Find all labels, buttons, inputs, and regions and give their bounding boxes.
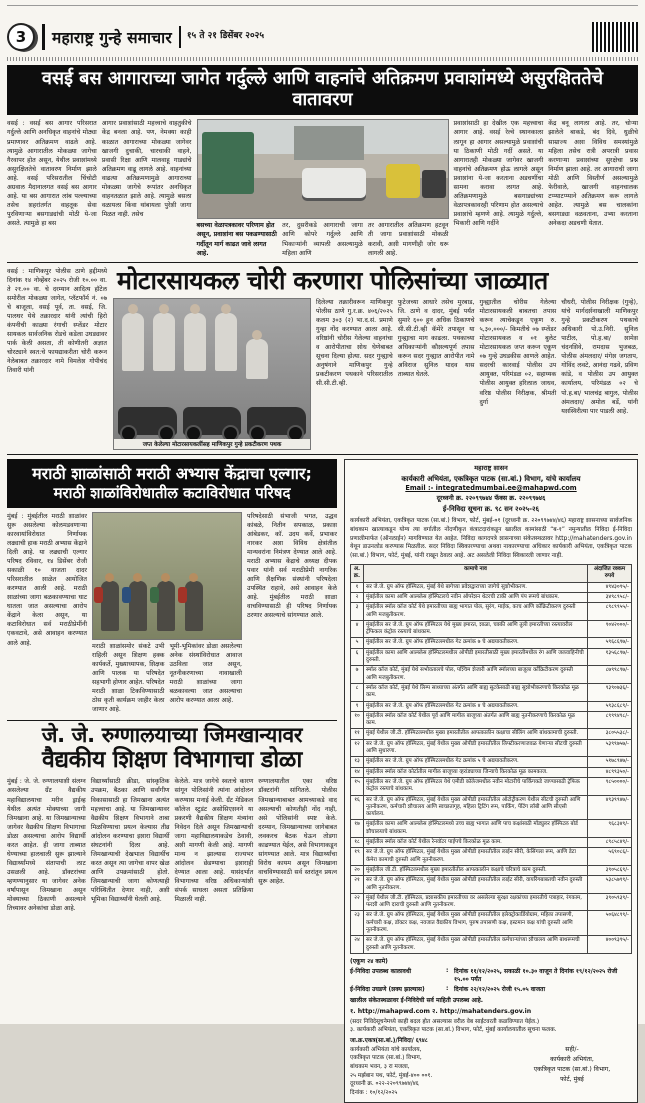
article1-photo-caption: बसच्या वेळापत्रकावर परिणाम होत असून, प्रवाशांना बस पकडण्यासाठी गर्दीतून मार्ग काढत जावे लागत आहे. — [196, 222, 277, 257]
work-amount: ५६९०८६/- — [588, 848, 632, 866]
work-amount: ३४९८९५८/- — [588, 593, 632, 603]
article-2 — [7, 267, 638, 450]
work-number: १२ — [351, 739, 364, 757]
work-amount: ३९०५९३९/- — [588, 893, 632, 911]
work-number: ८ — [351, 683, 364, 701]
address-line: जा.क्र.एकत्र(सा.बां.)/निविदा/ ६९४८ — [350, 1037, 428, 1044]
work-description: सर जे.जे. ग्रुप ऑफ हॉस्पिटल, मुंबई येथील मुख्य ओपीडी इमारतीतील कर्मचाऱ्यांच्या शौचालय आणि बाथरूमची दुरुस्ती आणि नूतनीकरण. — [364, 936, 588, 954]
work-description: मुंबईतील कामा आणि आल्ब्लेस हॉस्पिटलमधील ओपीडी इमारतीसाठी मुख्य इमारतीमधील रंग आणि जलवाहिनीची दुरुस्ती. — [364, 648, 588, 666]
work-amount: ८९९९४९८/- — [588, 711, 632, 729]
table-row — [351, 777, 632, 795]
article3-below-column-1: मराठी शाळांसमोर संकटे उभी राहिली असून शिक्षण हक्क कार्यकर्ते, मुख्याध्यापक, शिक्षक आणि पालक या परिषदेत सहभागी होणार आहेत. परिषदेत मराठी शाळा टिकविण्यासाठी ठोस कृती कार्यक्रम जाहीर केला जाणार आहे. — [92, 642, 165, 714]
article2-left-column: वसई : माणिकपुर पोलीस ठाणे हद्दीमध्ये दिनांक १४ नोव्हेंबर २०२५ रोजी १०.०० वा. ते २१.०० वा. चे दरम्यान आदित्य हॉटेल समोरील मोकळ्या जागेत, प्लॅटफॉर्म नं. ०७ चे बाजूला, वसई पूर्व, ता. वसई, जि. पालघर येथे तक्रारदार यांनी त्यांची हिरो कंपनीची काळ्या रंगाची स्प्लेंडर मोटार सायकल सार्वजनिक रोडचे कडेला उघड्यावर पार्क केली असता, ती कोणीतरी अज्ञात चोरट्याने स्वत:चे फायद्याकरीता चोरी करून नेलेबाबत तक्रारदार नामे विमलेश गोपीचंद तिवारी यांनी — [7, 267, 107, 375]
top-rule — [7, 5, 638, 6]
work-description: सर जे.जे. ग्रुप ऑफ हॉस्पिटल, मुंबई येथील मुख्य ओपीडी इमारतीतील लिफ्टीकरणाजवळ येणाऱ्या सीटची दुरुस्ती आणि सुधारणा. — [364, 739, 588, 757]
work-description: मुंबईतील सर जे.जे. ग्रुप ऑफ हॉस्पिटलमधील गेट क्रमांक ४ चे अद्ययावतीकरण. — [364, 701, 588, 711]
article3-headline — [7, 459, 337, 508]
work-amount: ८९८५८४९/- — [588, 838, 632, 848]
barcode — [592, 22, 638, 52]
notice-board-note: ३. कार्यकारी अभियंता, एकत्रिकृत पाटक (सा.बां.) विभाग, फोर्ट, मुंबई कार्यालयातील सूचना फलक. — [350, 1026, 557, 1033]
address-line: कार्यकारी अभियंता यांचे कार्यालय, — [350, 1046, 422, 1053]
table-row — [351, 701, 632, 711]
work-amount: ४९४३०९५/- — [588, 582, 632, 592]
table-row — [351, 711, 632, 729]
work-description: सर जे.जे. ग्रुप ऑफ हॉस्पिटल, मुंबई येथील मुख्य ओपीडी इमारतीतील लाईट सीरी, वायरिंगबाबतची नवीन दुरुस्ती आणि नूतनीकरण. — [364, 876, 588, 894]
notice-info-line: खालील संकेतस्थळावर ई-निविदेची सर्व माहिती उपलब्ध आहे. — [350, 996, 484, 1004]
notice-office-title: कार्यकारी अभियंता, एकत्रिकृत पाटक (सा.बां.) विभाग, यांचे कार्यालय — [401, 474, 581, 483]
article2-column-4: चौधरी, पोलीस निरीक्षक (गुन्हे), यांचे मार्गदर्शनाखाली माणिकपुर गुन्हे प्रकटीकरण पथकाचे अधिकारी पो.उ.निरी. सुनिल पाटील, पो.ह.बा/ शामेश चंदनशिवे, रामदास भुजबळ, पोलीस अंमलदार/ मंगेश जगताप, गोविंद लवटे, आनंदा गढवे, प्रविण कांडे, व पोलीस उप आयुक्त कार्यालय, परिमंडळ ०२ चे पो.ह.बा/ भालचंद्र बागुल, पोलीस अंमलदार/ अमोल बर्डे, यांनी यशस्विरीत्या पार पाडली आहे. — [561, 298, 638, 415]
address-line: बांधकाम भवन, ३ रा मजला, — [350, 1063, 410, 1070]
address-line: २५ मर्झबान पथ, फोर्ट, मुंबई-४०० ००१. — [350, 1072, 433, 1079]
work-number: ४ — [351, 620, 364, 638]
article1-photo — [197, 119, 449, 219]
page-header — [7, 20, 638, 54]
work-description: मुंबईतील कामा आणि आल्ब्लेस हॉस्पिटलचे नवीन ऑपरेशन थेटरची टाकी आणि पंप रूमचे बांधकाम. — [364, 593, 588, 603]
tender-notice — [344, 459, 638, 1103]
article3-right-column: परिषदेसाठी संभाजी भगत, उद्धव कांबळे, नितीन सपकाळ, प्रकाश आंबेडकर, कॉ. उदय कर्वे, प्रभाकर नारकर अशा विविध क्षेत्रांतील मान्यवरांना निमंत्रण देण्यात आले आहे. मराठी अभ्यास केंद्राचे अध्यक्ष दीपक पवार यांनी सर्व मराठीप्रेमी नागरिक आणि शैक्षणिक संस्थांनी परिषदेला उपस्थित राहावे, असे आवाहन केले आहे. मुंबईतील मराठी शाळा वाचविण्यासाठी ही परिषद निर्णायक ठरणार असल्याचे सांगण्यात आले. — [247, 512, 337, 620]
article4-headline-line2: वैद्यकीय शिक्षण विभागाचा डोळा — [41, 746, 303, 773]
issue-date: १५ ते २१ डिसेंबर २०२५ — [179, 26, 264, 48]
table-header-cell: अ. क्र. — [351, 565, 364, 583]
work-description: स्मॉल कॉज कोर्ट, मुंबई येथे सभोवतालचे पोल, पश्चिम शेजारी आणि स्मॉलच्या बाजूला काँक्रिटीकरण दुरुस्ती आणि मजबुतीकरण. — [364, 666, 588, 684]
table-row — [351, 757, 632, 767]
work-description: मुंबईतील स्मॉल कॉज कोर्टातील मागील बाजूच्या व्हरांड्याच्या जिन्याचे किरकोळ मूळ कामकाज. — [364, 767, 588, 777]
work-amount: ५३८५७९९/- — [588, 876, 632, 894]
work-amount: ५०६४८९९/- — [588, 911, 632, 936]
work-amount: ८९८९९५५/- — [588, 603, 632, 621]
work-number: १४ — [351, 767, 364, 777]
notice-change-note: (सदर निविदेसूचनेमध्ये काही बदल होत असल्यास वरील वेब साईटवरती कळविण्यात येईल.) — [350, 1018, 540, 1025]
notice-total-works: (एकूण २४ कामे) — [350, 957, 388, 965]
article4-column-4: रुग्णालयातील एका वरिष्ठ डॉक्टरांनी सांगितले. पोलीस जिमखान्याबाबत आमच्याकडे वाद असल्याची कोणतीही नोंद नाही, असे पोलिसांनी स्पष्ट केले. दरम्यान, जिमखान्याच्या जागेबाबत लवकरच बैठक घेऊन तोडगा काढण्यात येईल, असे विभागाकडून सांगण्यात आले. मात्र विद्यार्थ्यांचा विरोध कायम असून जिमखाना वाचविण्यासाठी सर्व स्तरांतून प्रयत्न सुरू आहेत. — [258, 778, 337, 886]
tender-works-table — [350, 564, 632, 954]
work-amount: ४८९९३५०/- — [588, 767, 632, 777]
work-number: २३ — [351, 911, 364, 936]
notice-intro-paragraph: कार्यकारी अभियंता, एकत्रिकृत पाटक (सा.बां.) विभाग, फोर्ट, मुंबई-०१ (दूरध्वनी क्र. २२०९९७४४/४६) महाराष्ट्र शासनाच्या सार्वजनिक बांधकाम खात्याकडून योग्य त्या वर्गातील नोंदणीकृत कंत्राटदारांकडून खालील कामांसाठी “ब-१” नमुन्यातील निविदा ई-निविदा प्रणालीमार्फत (ऑनलाईन) मागविण्यात येत आहेत. निविदा कागदपत्रे शासनाच्या संकेतस्थळावर http://mahatenders.gov.in येथून डाउनलोड करण्यास मिळतील. सदर निविदा स्विकारण्याचा अथवा नाकारण्याचा अधिकार कार्यकारी अभियंता, एकत्रिकृत पाटक (सा.बां.) विभाग, फोर्ट, मुंबई, यांनी राखून ठेवला आहे. अट असलेली निविदा स्विकारली जाणार नाही. — [350, 517, 632, 560]
article1-mini-column-2: तर आगारातील अतिक्रमण हटवून ती जागा प्रवाशांसाठी मोकळी करावी, अशी मागणीही जोर धरू लागली आहे. — [367, 222, 449, 257]
work-description: सर जे.जे. ग्रुप ऑफ हॉस्पिटल, मुंबई येथील मुख्य ओपीडी इमारतीतील इलेक्ट्रोकार्डियोग्राम, महिला तपासणी, कर्मचारी कक्ष, डॉक्टर कक्ष, नवजात वैद्यकीय विभाग, पुरुष तपासणी कक्ष, इस्टमान कक्ष यांची दुरुस्ती आणि नूतनीकरण. — [364, 911, 588, 936]
work-number: २१ — [351, 876, 364, 894]
table-row — [351, 795, 632, 820]
work-number: ५ — [351, 638, 364, 648]
work-number: १० — [351, 711, 364, 729]
article4-headline — [7, 724, 337, 773]
work-number: ७ — [351, 666, 364, 684]
work-description: मुंबईतील स्मॉल कॉज कोर्ट येथील रेनवॉटर पाईपचे किरकोळ मूळ काम. — [364, 838, 588, 848]
article-3 — [7, 459, 337, 714]
address-line: दूरध्वनी क्र. ०२२-२२०९९७४४/४६ — [350, 1081, 419, 1088]
notice-government-title: महाराष्ट्र शासन — [474, 463, 508, 472]
work-amount: ९०४२०००/- — [588, 620, 632, 638]
table-row — [351, 911, 632, 936]
work-amount: ९८५००००/- — [588, 777, 632, 795]
work-description: मुंबईतील स्मॉल कॉज कोर्ट येथील पूर्व आणि मागील बाजूच्या अंतर्गत आणि बाह्य नूतनीकरणाचे किरकोळ मूळ काम. — [364, 711, 588, 729]
table-row — [351, 729, 632, 739]
table-header-cell: कामाचे नाव — [364, 565, 588, 583]
article2-headline: मोटारसायकल चोरी करणारा पोलिसांच्या जाळ्यात — [117, 265, 548, 295]
article2-column-2: फुटेजच्या आधारे तसेच मुरबाड, जि. ठाणे व दादर, मुंबई पर्यंत सुमारे ६०० हून अधिक ठिकाणचे सी.सी.टी.व्ही कॅमेरे तपासून या गुन्ह्याचा माग काढला. पथकाच्या अधिकाऱ्यांनी कौशल्यपूर्ण तपास करून सदर गुन्ह्यात आरोपीत नामे अविराज सुनिल यादव यास ताब्यात घेतले. — [397, 298, 475, 379]
work-number: २ — [351, 593, 364, 603]
table-row — [351, 666, 632, 684]
address-line: दिनांक : १०/१२/२०२५ — [350, 1090, 398, 1096]
work-amount: ५३९९७५७/- — [588, 739, 632, 757]
work-description: मुंबई येथील जी.टी. हॉस्पिटलमधील मुख्य इमारतीतील आपत्कालीन कक्षाचा सीलिंग आणि बांधकामाची दुरुस्ती. — [364, 729, 588, 739]
article3-photo — [92, 512, 242, 640]
article4-column-1: मुंबई : जे. जे. रुग्णालयाशी संलग्न असलेल्या ग्रँट वैद्यकीय महाविद्यालयाचा मरीन ड्राईव्ह येथील अत्यंत मोक्याच्या जागी जिमखाना आहे. या जिमखान्याच्या जागेवर वैद्यकीय शिक्षण विभागाचा डोळा असल्याचा आरोप विद्यार्थी करत आहेत. ही जागा ताब्यात घेण्याच्या हालचाली सुरू झाल्याने विद्यार्थ्यांमध्ये संतापाची लाट उसळली आहे. डॉक्टरांच्या म्हणण्यानुसार या जागेवर अनेक वर्षांपासून जिमखाना असून मोक्याच्या ठिकाणी असल्याने तिच्यावर अनेकांचा डोळा आहे. — [7, 778, 86, 913]
work-number: १ — [351, 582, 364, 592]
notice-tender-number: ई-निविदा सूचना क्र. ९८ सन २०२५-२६ — [442, 504, 540, 513]
schedule-row: ई-निविदा उघडणे (शक्य झाल्यास) : दिनांक २२/१२/२०२५ रोजी १५.०५ वाजता — [350, 984, 546, 993]
article1-headline: वसई बस आगाराच्या जागेत गर्दुल्ले आणि वाहनांचे अतिक्रमण प्रवाशांमध्ये असुरक्षिततेचे वातावरण — [7, 65, 638, 115]
work-amount: ३९०५८६९/- — [588, 865, 632, 875]
work-amount: ८७९९८९७/- — [588, 666, 632, 684]
table-header-cell: अंदाजित रक्कम रुपये — [588, 565, 632, 583]
table-row — [351, 848, 632, 866]
work-description: मुंबईतील स्मॉल कॉज कोर्ट येथे इमारतीच्या बाह्य भागात पोल, सुरंग, माईक, काच आणि काँक्रिटीकरण दुरुस्ती आणि मजबुतीकरण. — [364, 603, 588, 621]
work-number: १३ — [351, 757, 364, 767]
article4-column-2: विद्यार्थ्यांसाठी क्रीडा, सांस्कृतिक उपक्रम, बैठका आणि सर्वांगीण विकासासाठी हा जिमखाना अत्यंत महत्त्वाचा आहे. या जिमखान्यावर वैद्यकीय शिक्षण विभागाने ताबा मिळविण्याचा प्रयत्न केल्यास तीव्र आंदोलन करण्याचा इशारा विद्यार्थी संघटनांनी दिला आहे. जिमखान्याची देखभाल विद्यार्थीच करत असून त्या जागेचा वापर खेळ आणि उपक्रमांसाठी होतो. जिमखान्याची जागा कोणत्याही परिस्थितीत देणार नाही, अशी भूमिका विद्यार्थ्यांनी घेतली आहे. — [90, 778, 170, 904]
work-amount: ५९६८६९७/- — [588, 638, 632, 648]
table-row — [351, 865, 632, 875]
notice-signature-block — [512, 1037, 632, 1098]
work-description: मुंबईतील सर जे.जे. ग्रुप ऑफ हॉस्पिटल येथे मुख्य इमारत, शाळा, चक्की आणि तुली इमारतीच्या रस्त्यावरील ट्रॅफिकल कंट्रोल रस्त्याचे बांधकाम. — [364, 620, 588, 638]
article4-headline-line1: जे. जे. रुग्णालयाच्या जिमखान्यावर — [41, 723, 303, 748]
table-row — [351, 876, 632, 894]
work-number: २० — [351, 865, 364, 875]
page-number: 3 — [7, 23, 35, 51]
signature-line: एकत्रिकृत पाटक (सा.बां.) विभाग, — [533, 1065, 611, 1073]
notice-email-link[interactable]: Email :- integratedmumbai.ee@mahapwd.com — [405, 484, 577, 493]
work-description: मुंबईतील सर जे.जे. ग्रुप ऑफ हॉस्पिटलमधील गेट क्रमांक ७ चे अद्ययावतीकरण. — [364, 638, 588, 648]
table-row — [351, 620, 632, 638]
article-4 — [7, 720, 337, 913]
work-description: मुंबई येथील जी.टी. हॉस्पिटल, प्रशासकीय इमारतीच्या वर असलेल्या सुरक्षा रक्षकांच्या इमारतीचे पत्राहार, रंगकाम, फरशी आणि दाराची दुरुस्ती आणि नूतनीकरण. — [364, 893, 588, 911]
table-row — [351, 767, 632, 777]
work-description: सर जे.जे. ग्रुप ऑफ हॉस्पिटल, मुंबई येथे बागेच्या प्रवेशद्वाराच्या जागेचे सुशोभीकरण. — [364, 582, 588, 592]
signature-line: सही/- — [565, 1045, 579, 1053]
work-description: मुंबईतील सर जे.जे. ग्रुप ऑफ हॉस्पिटलमधील गेट क्रमांक ५ चे अद्ययावतीकरण. — [364, 757, 588, 767]
article3-below-column-2: भूमी-भूमिकांवर डोळा असलेल्या अनेक संस्थांविरोधात आवाज उठविला जात असून, नूतनीकरणाच्या नावाखाली मराठी शाळांच्या जागा बळकावल्या जात असल्याचा आरोप करण्यात आला आहे. — [169, 642, 242, 704]
article4-column-3: केलेले. मात्र जागेचे स्वतःचे कारण सांगून पोलिसांनी त्यांना आंदोलन करण्यास मनाई केली. ग्रँट मेडिकल कॉलेज स्टुडंट असोसिएशनने या प्रकरणी वैद्यकीय शिक्षण मंत्र्यांना निवेदन दिले असून जिमखान्याची जागा महाविद्यालयाकडेच ठेवावी, अशी मागणी केली आहे. मागणी मान्य न झाल्यास राज्यभर आंदोलन छेडण्याचा इशाराही देण्यात आला आहे. यासंदर्भात विभागाच्या वरिष्ठ अधिकाऱ्यांशी संपर्क साधला असता प्रतिक्रिया मिळाली नाही. — [174, 778, 254, 904]
work-number: १८ — [351, 838, 364, 848]
work-number: १६ — [351, 795, 364, 820]
work-amount: १३५६८९७/- — [588, 648, 632, 666]
section-rule — [7, 262, 638, 263]
work-number: १९ — [351, 848, 364, 866]
notice-website-links[interactable]: १. http://mahapwd.com २. http://mahatenders.gov.in — [350, 1007, 532, 1015]
work-number: १५ — [351, 777, 364, 795]
table-row — [351, 582, 632, 592]
article2-photo-caption: जप्त केलेल्या मोटारसायकलींसह माणिकपुर गुन्हे प्रकटीकरण पथक — [114, 439, 310, 449]
signature-line: कार्यकारी अभियंता, — [550, 1055, 594, 1063]
notice-phone-fax: दूरध्वनी क्र. २२०९९७४४ फॅक्स क्र. २२०९९७४६ — [436, 494, 546, 503]
article2-column-3: गुन्ह्यातील चोरीस गेलेल्या मोटारसायकली बाबतचा तपास करून त्याचेकडून एकूण रु. ५,३०,०००/- किमतीचे ०७ स्प्लेंडर मोटारसायकल व ०१ बुलेट मोटारसायकल जप्त करून एकूण ०७ गुन्हे उघडकीस आणले आहेत. सदरची कारवाई पोलीस उप आयुक्त, परिमंडळ ०२, सहाय्यक पोलीस आयुक्त हरिलाल जाधव, वरिष्ठ पोलीस निरीक्षक, श्रीमती दुर्गा — [479, 298, 557, 406]
article3-headline-line1: मराठी शाळांसाठी मराठी अभ्यास केंद्राचा एल्गार; — [32, 463, 312, 483]
work-amount: ५१७८९४७/- — [588, 757, 632, 767]
article1-mini-column-1: तर, दुसरीकडे आगाराची जागा आणि कोपरे गर्दुल्ले आणि भिकाऱ्यांनी व्यापली असल्यामुळे महिला आणि — [282, 222, 363, 257]
article2-column-1: दिलेल्या तक्रारीवरून माणिकपुर पोलीस ठाणे गु.र.क्र. ४०६/२०२५ कलम ३०३ (२) भा.द.सं. प्रमाणे गुन्हा नोंद करण्यात आला आहे. वरिष्ठांनी चोरीस गेलेल्या वाहनांचा व आरोपीताचा शोध घेणेबाबत सूचना दिल्या होत्या. सदर गुन्ह्याचे अनुषंगाने माणिकपुर गुन्हे प्रकटीकरण पथकाने परिसरातील सी.सी.टी.व्ही. — [316, 298, 393, 388]
work-number: ६ — [351, 648, 364, 666]
article1-column-1: वसई : वसई बस आगार परिसरात गर्दुल्ले आणि अनधिकृत वाहनांचे मोठ्या प्रमाणावर अतिक्रमण वाढले आहे. त्यामुळे आगारातील मोकळ्या जागेचा गैरवापर होत असून, येथील प्रवाशांमध्ये असुरक्षिततेचे वातावरण निर्माण झाले आहे. वसई परिसरातील चिंचोटी अग्रवाल मैदानालगत वसई बस आगार आहे. या बस आगारात लांब पल्ल्याच्या तसेच शहरांतर्गत वाहतूक सेवा पुरविणाऱ्या बसगाड्यांची मोठी ये-जा असते. त्यामुळे हा बस — [7, 120, 97, 228]
work-number: २४ — [351, 936, 364, 954]
work-number: १७ — [351, 820, 364, 838]
article3-headline-line2: मराठी शाळांविरोधातील कटाविरोधात परिषद — [53, 483, 291, 502]
work-amount: ५९३८६८९/- — [588, 701, 632, 711]
table-row — [351, 638, 632, 648]
work-description: मुंबईतील सर जे.जे. ग्रुप ऑफ हॉस्पिटल येथे एमीडी कॉलेजमधील नवीन मोटारीचे पार्किंगकडे जाण्यासाठी ट्रॅफिक कंट्रोल रस्त्याचे बांधकाम. — [364, 777, 588, 795]
table-row — [351, 838, 632, 848]
work-amount: ४९३९९४७/- — [588, 795, 632, 820]
table-row — [351, 739, 632, 757]
signature-line: फोर्ट, मुंबई — [560, 1075, 584, 1083]
article1-column-4: प्रवाशांसाठी हा देखील एक महत्त्वाचा आगार आहे. वसई रेल्वे स्थानकाला लागून हा आगार असल्यामुळे प्रवाशांची या ठिकाणी मोठी गर्दी असते. या आगारातही मोकळ्या जागेवर खाजगी वाहनांचे अतिक्रमण होऊ लागले असून प्रवाशांना ये-जा करताना अडचणींचा सामना करावा लागत आहे. अतिक्रमणामुळे बसगाड्यांच्या वेळापत्रकावरही परिणाम होत असल्याचे प्रवाशांचे म्हणणे आहे. त्यामुळे गर्दुल्ले, भिकारी आणि गर्दीने — [453, 120, 544, 228]
article3-left-column: मुंबई : मुंबईतील मराठी शाळांवर सुरू असलेल्या कोलमडवणाऱ्या कारवायांविरोधात निर्णायक लढ्याची हाक मराठी अभ्यास केंद्राने दिली आहे. या लढ्याची एल्गार परिषद रविवार, १४ डिसेंबर रोजी सकाळी १० वाजता दादर परिसरातील शाळेत आयोजित करण्यात आली आहे. मराठी शाळांच्या जागा बळकावण्याचा घाट घातला जात असल्याचा आरोप केंद्राने केला असून, या कटाविरोधात सर्व मराठीप्रेमींनी एकवटावे, असे आवाहन करण्यात आले आहे. — [7, 512, 87, 647]
address-line: एकत्रिकृत पाटक (सा.बां.) विभाग, — [350, 1055, 422, 1062]
section-rule — [7, 454, 638, 455]
table-row — [351, 893, 632, 911]
article1-column-2: आगार प्रवाशांसाठी महत्त्वाचे वाहतुकीचे केंद्र बनला आहे. पण, नेमक्या काही काळात आगाराच्या मोकळ्या जागेवर खाजगी दुचाकी, चारचाकी वाहने, प्रवासी रिक्षा आणि मालवाहू गाड्यांचे अतिक्रमण वाढू लागले आहे. वाहनांच्या वाढत्या अतिक्रमणामुळे आगाराच्या मोकळ्या जागेचे रूपांतर अनधिकृत वाहनतळात झाले आहे. त्यामुळे बसला वळायला किंवा थांबायला पुरेशी जागा मिळत नाही. तसेच — [101, 120, 192, 218]
work-amount: ९६८३४९/- — [588, 820, 632, 838]
article2-photo — [113, 298, 311, 450]
schedule-row: ई-निविदा उपलब्ध कालावधी : दिनांक ११/१२/२०२५, सकाळी १०.३० वाजून ते दिनांक १९/१२/२०२५ रोजी १५.०० पर्यंत — [350, 966, 618, 983]
work-amount: ९३९०७३६/- — [588, 683, 632, 701]
masthead-separator — [42, 24, 45, 50]
hatch-rule — [7, 57, 638, 61]
work-description: मुंबईतील कामा आणि आल्ब्लेस हॉस्पिटलमध्ये उच्च बाह्य भागात आणि पाच कक्षांसाठी मॉड्युलर हॉस्पिटल बोर्ड शौचालयाचे बांधकाम. — [364, 820, 588, 838]
notice-office-address — [350, 1037, 512, 1098]
work-description: सर जे.जे. ग्रुप ऑफ हॉस्पिटल, मुंबई येथील मुख्य ओपीडी इमारतीतील ऑटोट्रीकरण येथील सीटची दुरुस्ती आणि नूतनीकरण, कर्मचारी शौचालय आणि स्वच्छतागृह, महिला ट्रिटिंग रूम, पार्किंग, पेंटिंग लॉबी आणि सीएसी कार्यालय. — [364, 795, 588, 820]
work-number: ३ — [351, 603, 364, 621]
table-row — [351, 936, 632, 954]
work-description: स्मॉल कॉज कोर्ट, मुंबई येथे लिम्प साध्याच्या अंतर्गत आणि बाह्य सुटकेसाठी बाह्य सुशोभीकरणाचे किरकोळ मूळ काम. — [364, 683, 588, 701]
masthead: महाराष्ट्र गुन्हे समाचार — [52, 29, 172, 47]
table-row — [351, 820, 632, 838]
work-description: मुंबईतील जी.टी. हॉस्पिटलमधील मुख्य इमारतीतील आपत्कालीन कक्षाचे चरित्राचे काम दुरुस्ती. — [364, 865, 588, 875]
table-row — [351, 683, 632, 701]
article1-column-5: केंद्र बनू लागला आहे. तर, चोऱ्या झालेले बाकडे, बंद दिवे, धुळीचे साम्राज्य अशा विविध समस्यांमुळे महिला तसेच रात्री अपरात्री प्रवास करणाऱ्या प्रवाशांच्या सुरक्षेचा प्रश्न निर्माण झाला आहे. तर आगाराची जागा मोठी आणि विस्तीर्ण असल्यामुळे फेरीवाले, खाजगी वाहनचालक टप्प्याटप्प्याने अतिक्रमण करू लागले आहेत. त्यामुळे बस चालकांना बसगाड्या वळवताना, उभ्या करताना अनेकदा अडचणी येतात. — [548, 120, 638, 228]
table-row — [351, 648, 632, 666]
work-number: ९ — [351, 701, 364, 711]
tender-schedule — [350, 967, 632, 993]
article-1 — [7, 65, 638, 258]
work-amount: ३८०५५३८/- — [588, 729, 632, 739]
table-row — [351, 603, 632, 621]
table-row — [351, 593, 632, 603]
work-amount: ४००९३९५/- — [588, 936, 632, 954]
work-number: २२ — [351, 893, 364, 911]
work-description: सर जे.जे. ग्रुप ऑफ हॉस्पिटल, मुंबई येथील मुख्य ओपीडी इमारतीतील लाईन सीरी, केसिंगला रूम, आणि डेटा कॅमेरा कामाची दुरुस्ती आणि नूतनीकरण. — [364, 848, 588, 866]
work-number: ११ — [351, 729, 364, 739]
